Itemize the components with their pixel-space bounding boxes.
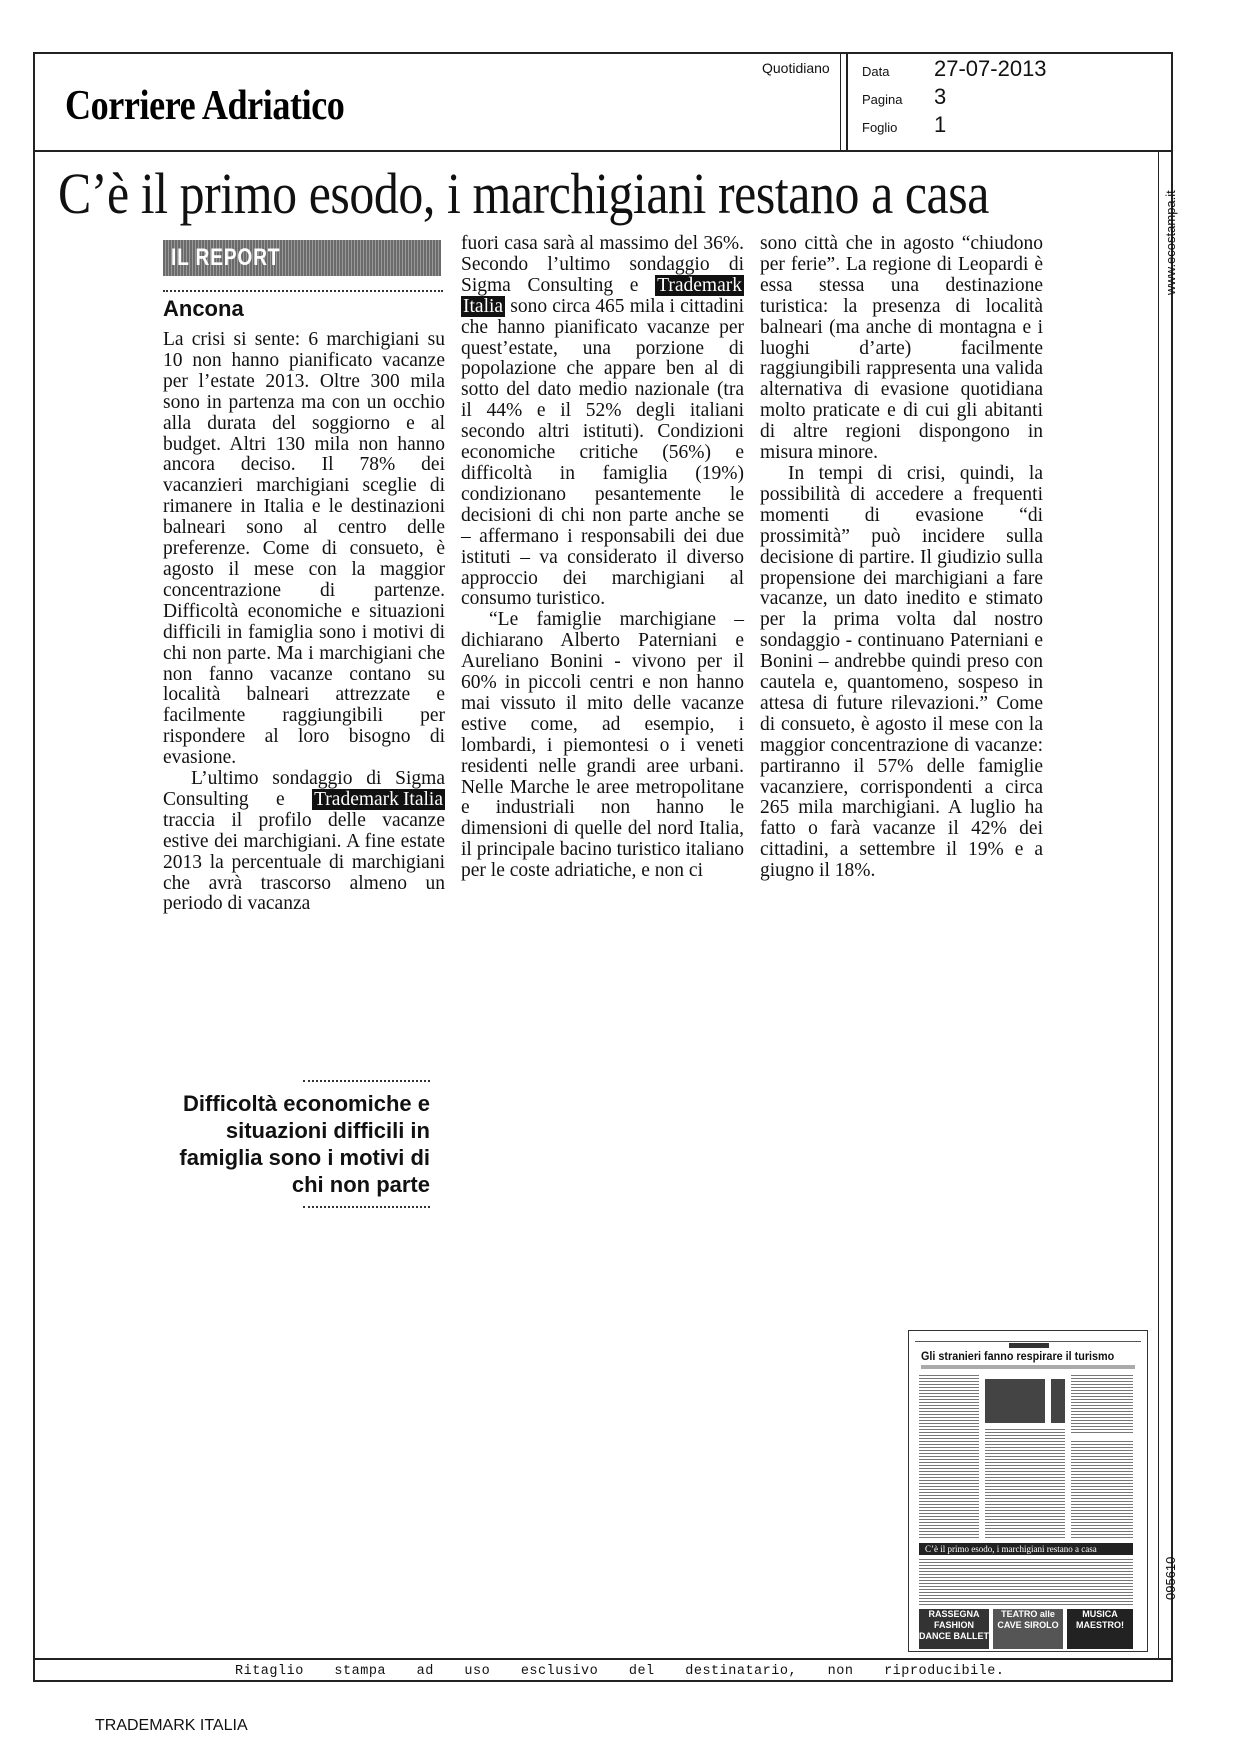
page-thumbnail <box>908 1330 1148 1652</box>
sheet-label: Foglio <box>862 120 898 135</box>
sheet-value: 1 <box>934 112 947 137</box>
thumbnail-header <box>915 1335 1141 1342</box>
article-column-3 <box>760 234 1043 882</box>
page-label: Pagina <box>862 92 903 107</box>
page-value: 3 <box>934 84 947 109</box>
paragraph: In tempi di crisi, quindi, la possibilità di accedere a frequenti momenti di evasione “di prossimità” può incidere sulla decisione di partire. Il giudizio sulla propensione dei marchigiani a fare vacanze, un dato inedito e stimato per la prima volta dal nostro sondaggio - continuano Paterniani e Bonini – andrebbe quindi preso con cautela e, quantomeno, sospeso in attesa di future rilevazioni.” Come di consueto, è agosto il mese con la maggior concentrazione di vacanze: partiranno il 57% delle famiglie vacanziere, corrispondenti a circa 265 mila marchigiani. A luglio ha fatto o farà vacanze il 42% dei cittadini, a settembre il 19% e a giugno il 18%. <box>760 462 1043 882</box>
thumbnail-ad: RASSEGNA FASHION DANCE BALLET <box>919 1609 989 1649</box>
sheet-row <box>862 112 946 138</box>
trademark-highlight: Trademark <box>657 274 743 296</box>
thumbnail-text-block <box>919 1375 979 1539</box>
paragraph: “Le famiglie marchigiane – dichiarano Alberto Paterniani e Aureliano Bonini - vivono per il 60% in piccoli centri e non hanno mai vissuto il mito delle vacanze estive come, ad esempio, i lombardi, i piemontesi o i veneti residenti nelle grandi aree urbani. Nelle Marche le aree metropolitane e industriali non hanno le dimensioni di quelle del nord Italia, il principale bacino turistico italiano per le coste adriatiche, e non ci <box>461 609 744 882</box>
trademark-highlight: Trademark <box>314 788 399 810</box>
text-run: sono circa 465 mila i cittadini che hanno pianificato vacanze per quest’estate, una porzione di popolazione che appare ben al di sotto del dato medio nazionale (tra il 44% e il 52% degli italiani secondo altri istituti). Condizioni economiche critiche (56%) e difficoltà in famiglia (19%) condizionano pesantemente le decisioni di chi non parte anche se – affermano i responsabili dei due istituti – va considerato il diverso approccio dei marchigiani al consumo turistico. <box>461 295 744 610</box>
client-label: TRADEMARK ITALIA <box>95 1717 248 1734</box>
publication-type: Quotidiano <box>762 60 830 76</box>
thumbnail-text-block <box>1071 1375 1133 1435</box>
usage-notice: Ritaglio stampa ad uso esclusivo del destinatario, non riproducibile. <box>235 1664 1005 1679</box>
text-run: L’ultimo sondaggio di Sigma Consulting e <box>163 768 445 810</box>
thumbnail-text-block <box>1071 1441 1133 1539</box>
thumbnail-headline-band: C’è il primo esodo, i marchigiani restano a casa <box>919 1543 1133 1555</box>
thumbnail-image <box>1051 1379 1065 1423</box>
thumbnail-image <box>985 1379 1045 1423</box>
paragraph <box>461 234 744 610</box>
header-divider <box>33 150 1173 152</box>
thumbnail-ad: MUSICA MAESTRO! <box>1067 1609 1133 1649</box>
dotted-rule <box>303 1080 430 1082</box>
date-row <box>862 56 1047 82</box>
italia-highlight: Italia <box>463 295 504 317</box>
paragraph: sono città che in agosto “chiudono per ferie”. La regione di Leopardi è essa stessa una destinazione turistica: la presenza di località balneari (ma anche di montagna e i luoghi d’arte) facilmente raggiungibili rappresenta una valida alternativa di evasione quotidiana molto praticate e di cui gli abitanti di altre regioni dispongono in misura minore. <box>760 233 1043 464</box>
date-value: 27-07-2013 <box>934 56 1047 81</box>
thumbnail-subtitle <box>921 1365 1135 1369</box>
dotted-rule <box>163 290 443 292</box>
section-badge-label: IL REPORT <box>171 244 281 271</box>
thumbnail-ad: TEATRO alle CAVE SIROLO <box>993 1609 1063 1649</box>
thumbnail-badge <box>1009 1343 1049 1348</box>
footer-divider <box>33 1658 1173 1660</box>
masthead: Corriere Adriatico <box>65 83 345 129</box>
source-url: www.ecostampa.it <box>1163 190 1178 295</box>
italia-highlight: Italia <box>402 788 443 810</box>
paragraph: La crisi si sente: 6 marchigiani su 10 non hanno pianificato vacanze per l’estate 2013. Oltre 300 mila sono in partenza ma con un occhio alla durata del soggiorno e al budget. Altri 130 mila non hanno ancora deciso. Il 78% dei vacanzieri marchigiani sceglie di rimanere in Italia e le destinazioni balneari sono al centro delle preferenze. Come di consueto, è agosto il mese con la maggior concentrazione di partenze. Difficoltà economiche e situazioni difficili in famiglia sono i motivi di chi non parte. Ma i marchigiani che non fanno vacanze contano su località balneari attrezzate e facilmente raggiungibili per rispondere al loro bisogno di evasione. <box>163 329 445 769</box>
info-box <box>846 54 1174 150</box>
section-badge <box>163 240 441 276</box>
clipping-code: 095610 <box>1163 1556 1178 1600</box>
text-run: fuori casa sarà al massimo del 36%. Secondo l’ultimo sondaggio di Sigma Consulting e <box>461 233 744 296</box>
date-label: Data <box>862 64 890 79</box>
side-margin-divider <box>1158 150 1159 1658</box>
paragraph <box>163 769 445 915</box>
pull-quote: Difficoltà economiche e situazioni difficili in famiglia sono i motivi di chi non parte <box>179 1091 430 1197</box>
article-column-1 <box>163 330 445 915</box>
thumbnail-text-block <box>985 1429 1065 1539</box>
page-row <box>862 84 946 110</box>
thumbnail-title: Gli stranieri fanno respirare il turismo <box>921 1349 1115 1363</box>
thumbnail-text-block <box>919 1559 1133 1605</box>
text-run: traccia il profilo delle vacanze estive dei marchigiani. A fine estate 2013 la percentuale di marchigiani che avrà trascorso almeno un periodo di vacanza <box>163 809 445 915</box>
article-headline: C’è il primo esodo, i marchigiani restano a casa <box>58 161 989 226</box>
dateline: Ancona <box>163 296 244 321</box>
article-column-2 <box>461 234 744 882</box>
dotted-rule <box>303 1206 430 1208</box>
